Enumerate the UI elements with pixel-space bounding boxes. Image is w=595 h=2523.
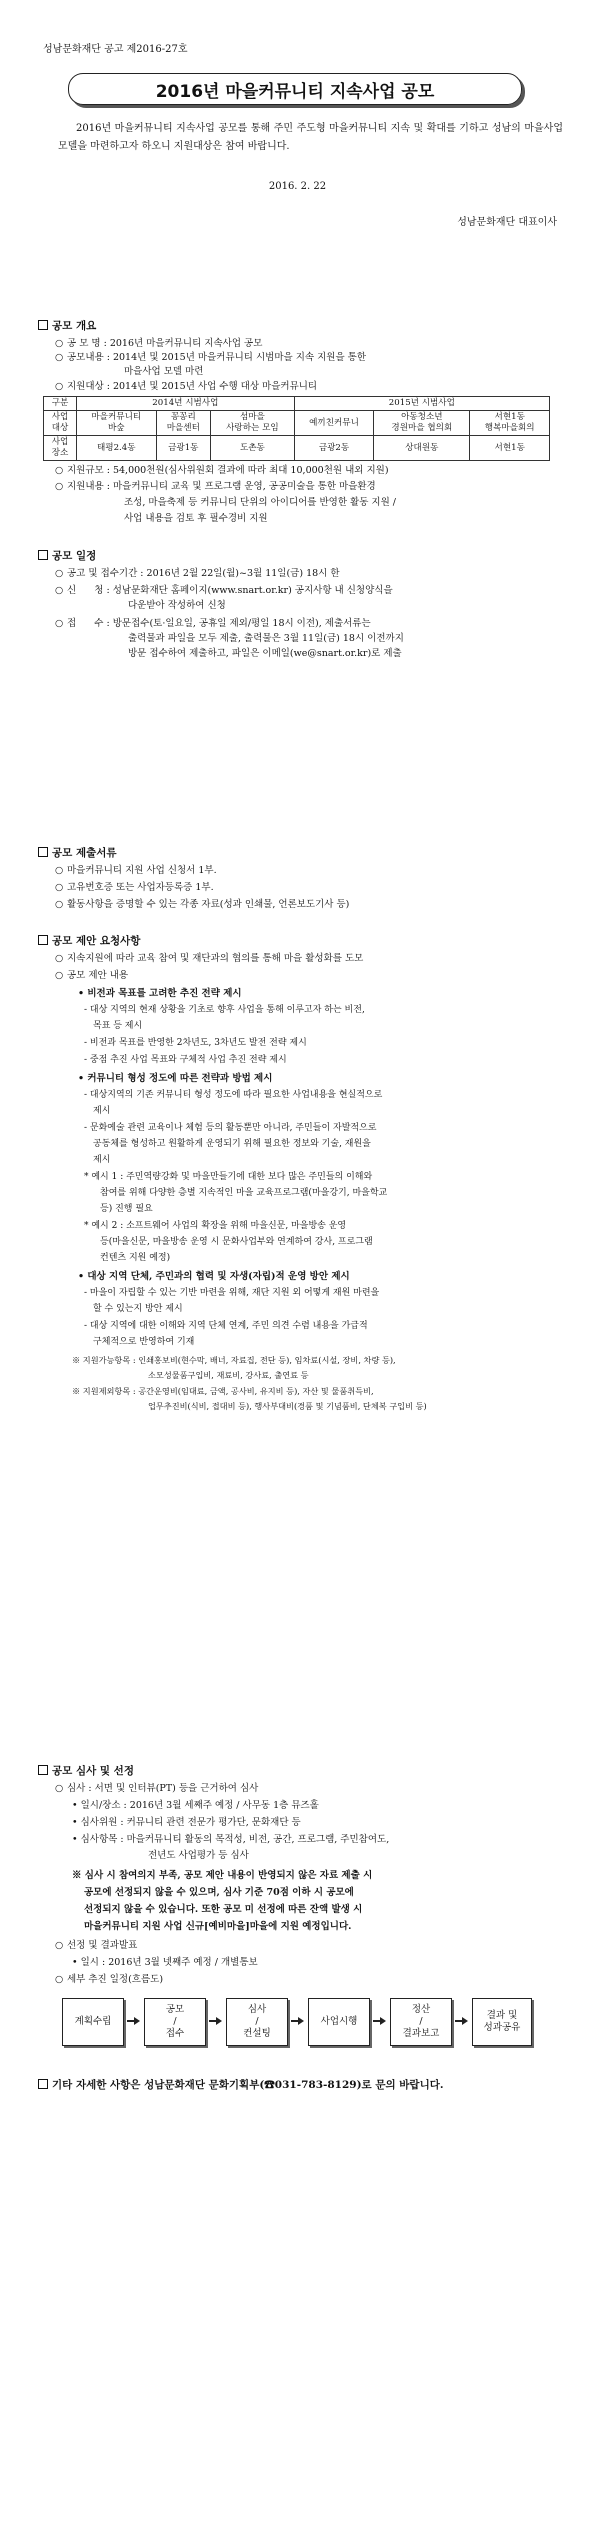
- circle-bullet-icon: ○: [55, 352, 64, 363]
- review-item: ○ 선정 및 결과발표: [55, 1940, 138, 1951]
- proposal-example: * 예시 1 : 주민역량강화 및 마을만들기에 대한 보다 많은 주민들의 이해와: [84, 1172, 373, 1182]
- schedule-item-receive-cont: 출력물과 파일을 모두 제출, 출력물은 3월 11일(금) 18시 이전까지: [128, 633, 404, 644]
- overview-item-scale: ○ 지원규모 : 54,000천원(심사위원회 결과에 따라 최대 10,000천원 내외 지원): [55, 465, 389, 476]
- signatory: 성남문화재단 대표이사: [457, 217, 557, 228]
- proposal-note-excluded: ※ 지원제외항목 : 공간운영비(임대료, 금액, 공사비, 유지비 등), 자산 및 물품취득비,: [72, 1386, 374, 1396]
- square-bullet-icon: [38, 550, 48, 560]
- page-title: 2016년 마을커뮤니티 지속사업 공모: [68, 73, 522, 105]
- review-warning-cont: 선정되지 않을 수 있습니다. 또한 공모 미 선정에 따른 잔액 발생 시: [84, 1904, 363, 1915]
- review-bullet: • 심사항목 : 마을커뮤니티 활동의 목적성, 비전, 공간, 프로그램, 주민참여도,: [72, 1834, 390, 1845]
- circle-bullet-icon: ○: [55, 568, 64, 579]
- section-heading-proposal: 공모 제안 요청사항: [38, 933, 140, 948]
- proposal-example-cont: 참여를 위해 다양한 층별 지속적인 마을 교육프로그램(마을강기, 마을학교: [100, 1188, 388, 1198]
- circle-bullet-icon: ○: [55, 1783, 64, 1794]
- overview-item-content: ○ 공모내용 : 2014년 및 2015년 마을커뮤니티 시범마을 지속 지원을 통한: [55, 352, 367, 363]
- proposal-line: - 대상 지역의 현재 상황을 기초로 향후 사업을 통해 이루고자 하는 비전,: [84, 1005, 365, 1015]
- proposal-line-cont: 목표 등 제시: [93, 1021, 143, 1031]
- proposal-subheading-community: • 커뮤니티 형성 정도에 따른 전략과 방법 제시: [78, 1073, 273, 1084]
- circle-bullet-icon: ○: [55, 338, 64, 349]
- proposal-item: ○ 공모 제안 내용: [55, 970, 129, 981]
- table-cell: 섬마을 사랑하는 모임: [211, 411, 295, 436]
- proposal-line-cont: 제시: [93, 1155, 111, 1165]
- proposal-subheading-cooperation: • 대상 지역 단체, 주민과의 협력 및 자생(자립)적 운영 방안 제시: [78, 1271, 350, 1282]
- arrow-right-icon: [291, 2016, 303, 2026]
- table-cell: 마을커뮤니티 바숲: [77, 411, 157, 436]
- table-cell: 구분: [44, 397, 77, 411]
- table-cell: 태평2.4동: [77, 436, 157, 461]
- proposal-line-cont: 공동체를 형성하고 원활하게 운영되기 위해 필요한 정보와 기술, 재원을: [93, 1139, 371, 1149]
- review-bullet: • 일시/장소 : 2016년 3월 세째주 예정 / 사무동 1층 뮤즈홀: [72, 1800, 319, 1811]
- table-cell: 사업 장소: [44, 436, 77, 461]
- document-item: ○ 활동사항을 증명할 수 있는 각종 자료(성과 인쇄물, 언론보도기사 등): [55, 899, 350, 910]
- review-bullet: • 일시 : 2016년 3월 넷째주 예정 / 개별통보: [72, 1957, 258, 1968]
- table-cell: 꽁꽁리 마을센터: [156, 411, 211, 436]
- intro-paragraph: 2016년 마을커뮤니티 지속사업 공모를 통해 주민 주도형 마을커뮤니티 지속 및 확대를 기하고 성남의 마을사업 모델을 마련하고자 하오니 지원대상은 참여 바랍니다.: [58, 123, 563, 152]
- schedule-item-receive: ○ 접 수 : 방문접수(토·일요일, 공휴일 제외/평일 18시 이전), 제출서류는: [55, 618, 371, 629]
- table-cell: 서현1동: [470, 436, 550, 461]
- table-cell: 도촌동: [211, 436, 295, 461]
- document-item: ○ 마을커뮤니티 지원 사업 신청서 1부.: [55, 865, 217, 876]
- table-row: [44, 397, 550, 411]
- table-cell: 사업 대상: [44, 411, 77, 436]
- circle-bullet-icon: ○: [55, 618, 64, 629]
- target-table: [43, 396, 550, 461]
- proposal-line: - 대상 지역에 대한 이해와 지역 단체 연계, 주민 의견 수렴 내용을 가급적: [84, 1321, 368, 1331]
- proposal-line: - 마을이 자립할 수 있는 기반 마련을 위해, 재단 지원 외 어떻게 재원 마련을: [84, 1288, 380, 1298]
- footer-contact: 기타 자세한 사항은 성남문화재단 문화기획부(☎031-783-8129)로 문의 바랍니다.: [38, 2077, 578, 2092]
- section-heading-documents: 공모 제출서류: [38, 845, 117, 860]
- review-warning: ※ 심사 시 참여의지 부족, 공모 제안 내용이 반영되지 않은 자료 제출 시: [72, 1870, 373, 1881]
- proposal-note-cont: 소모성물품구입비, 재료비, 강사료, 출연료 등: [148, 1370, 309, 1380]
- circle-bullet-icon: ○: [55, 953, 64, 964]
- table-cell: 금광2동: [294, 436, 374, 461]
- schedule-item-period: ○ 공고 및 접수기간 : 2016년 2월 22일(월)~3월 11일(금) 18시 한: [55, 568, 340, 579]
- overview-item-target: ○ 지원대상 : 2014년 및 2015년 사업 수행 대상 마을커뮤니티: [55, 381, 318, 392]
- proposal-subheading-vision: • 비전과 목표를 고려한 추진 전략 제시: [78, 988, 242, 999]
- circle-bullet-icon: ○: [55, 899, 64, 910]
- flow-step: 정산 / 결과보고: [390, 1998, 452, 2046]
- square-bullet-icon: [38, 847, 48, 857]
- table-cell: 서현1동 행복마을회의: [470, 411, 550, 436]
- review-warning-cont: 마을커뮤니티 지원 사업 신규[예비마을]마을에 지원 예정입니다.: [84, 1921, 352, 1932]
- table-cell: 금광1동: [156, 436, 211, 461]
- document-item: ○ 고유번호증 또는 사업자등록증 1부.: [55, 882, 214, 893]
- proposal-line: - 비전과 목표를 반영한 2차년도, 3차년도 발전 전략 제시: [84, 1038, 307, 1048]
- proposal-line: - 중점 추진 사업 목표와 구체적 사업 추진 전략 제시: [84, 1055, 287, 1065]
- circle-bullet-icon: ○: [55, 1940, 64, 1951]
- proposal-example-cont: 컨텐츠 지원 예정): [100, 1253, 171, 1263]
- proposal-note-cont: 업무추진비(식비, 접대비 등), 행사부대비(경품 및 기념품비, 단체복 구입비 등): [148, 1401, 427, 1411]
- arrow-right-icon: [455, 2016, 467, 2026]
- table-row: [44, 411, 550, 436]
- table-cell: 2014년 시범사업: [77, 397, 295, 411]
- flow-step: 계획수립: [62, 1998, 124, 2046]
- circle-bullet-icon: ○: [55, 970, 64, 981]
- square-bullet-icon: [38, 1765, 48, 1775]
- overview-item-name: ○ 공 모 명 : 2016년 마을커뮤니티 지속사업 공모: [55, 338, 263, 349]
- section-heading-overview: 공모 개요: [38, 318, 96, 333]
- proposal-line: - 문화예술 관련 교육이나 체험 등의 활동뿐만 아니라, 주민들이 자발적으로: [84, 1123, 377, 1133]
- schedule-item-apply: ○ 신 청 : 성남문화재단 홈페이지(www.snart.or.kr) 공지사항 내 신청양식을: [55, 585, 393, 596]
- proposal-example-cont: 등(마을신문, 마을방송 운영 시 문화사업부와 연계하여 강사, 프로그램: [100, 1237, 373, 1247]
- flow-step: 결과 및 성과공유: [472, 1998, 532, 2046]
- proposal-item: ○ 지속지원에 따라 교육 참여 및 재단과의 협의를 통해 마을 활성화를 도모: [55, 953, 364, 964]
- table-cell: 아동청소년 경원마을 협의회: [374, 411, 470, 436]
- arrow-right-icon: [373, 2016, 385, 2026]
- review-item: ○ 심사 : 서면 및 인터뷰(PT) 등을 근거하여 심사: [55, 1783, 259, 1794]
- arrow-right-icon: [209, 2016, 221, 2026]
- process-flowchart: [62, 1998, 532, 2050]
- proposal-line-cont: 할 수 있는지 방안 제시: [93, 1304, 183, 1314]
- review-warning-cont: 공모에 선정되지 않을 수 있으며, 심사 기준 70점 이하 시 공모에: [84, 1887, 354, 1898]
- circle-bullet-icon: ○: [55, 381, 64, 392]
- section-heading-review: 공모 심사 및 선정: [38, 1763, 134, 1778]
- circle-bullet-icon: ○: [55, 481, 64, 492]
- circle-bullet-icon: ○: [55, 585, 64, 596]
- notice-date: 2016. 2. 22: [268, 181, 327, 192]
- circle-bullet-icon: ○: [55, 465, 64, 476]
- proposal-line-cont: 구체적으로 반영하여 기재: [93, 1337, 195, 1347]
- arrow-right-icon: [127, 2016, 139, 2026]
- proposal-example-cont: 등) 진행 필요: [100, 1204, 153, 1214]
- proposal-line-cont: 제시: [93, 1106, 111, 1116]
- review-bullet-cont: 전년도 사업평가 등 심사: [148, 1850, 249, 1861]
- square-bullet-icon: [38, 2079, 48, 2089]
- table-cell: 2015년 시범사업: [294, 397, 549, 411]
- notice-number: 성남문화재단 공고 제2016-27호: [43, 44, 188, 55]
- overview-item-content-cont: 마을사업 모델 마련: [124, 366, 204, 377]
- circle-bullet-icon: ○: [55, 882, 64, 893]
- review-item: ○ 세부 추진 일정(흐름도): [55, 1974, 164, 1985]
- overview-item-support-cont: 조성, 마을축제 등 커뮤니티 단위의 아이디어를 반영한 활동 지원 /: [124, 497, 397, 508]
- schedule-item-apply-cont: 다운받아 작성하여 신청: [128, 600, 226, 611]
- square-bullet-icon: [38, 320, 48, 330]
- circle-bullet-icon: ○: [55, 1974, 64, 1985]
- table-cell: 상대원동: [374, 436, 470, 461]
- proposal-example: * 예시 2 : 소프트웨어 사업의 확장을 위해 마을신문, 마을방송 운영: [84, 1221, 347, 1231]
- table-row: [44, 436, 550, 461]
- review-bullet: • 심사위원 : 커뮤니티 관련 전문가 평가단, 문화재단 등: [72, 1817, 301, 1828]
- square-bullet-icon: [38, 935, 48, 945]
- proposal-line: - 대상지역의 기존 커뮤니티 형성 정도에 따라 필요한 사업내용을 현실적으로: [84, 1090, 383, 1100]
- overview-item-support: ○ 지원내용 : 마을커뮤니티 교육 및 프로그램 운영, 공공미술을 통한 마을환경: [55, 481, 376, 492]
- section-heading-schedule: 공모 일정: [38, 548, 96, 563]
- schedule-item-receive-cont: 방문 접수하여 제출하고, 파일은 이메일(we@snart.or.kr)로 제출: [128, 648, 402, 659]
- flow-step: 공모 / 접수: [144, 1998, 206, 2046]
- proposal-note-allowed: ※ 지원가능항목 : 인쇄홍보비(현수막, 배너, 자료집, 전단 등), 임차료(시설, 장비, 차량 등),: [72, 1355, 396, 1365]
- circle-bullet-icon: ○: [55, 865, 64, 876]
- overview-item-support-cont: 사업 내용을 검토 후 필수경비 지원: [124, 513, 268, 524]
- flow-step: 사업시행: [308, 1998, 370, 2046]
- flow-step: 심사 / 컨설팅: [226, 1998, 288, 2046]
- table-cell: 예끼친커뮤니: [294, 411, 374, 436]
